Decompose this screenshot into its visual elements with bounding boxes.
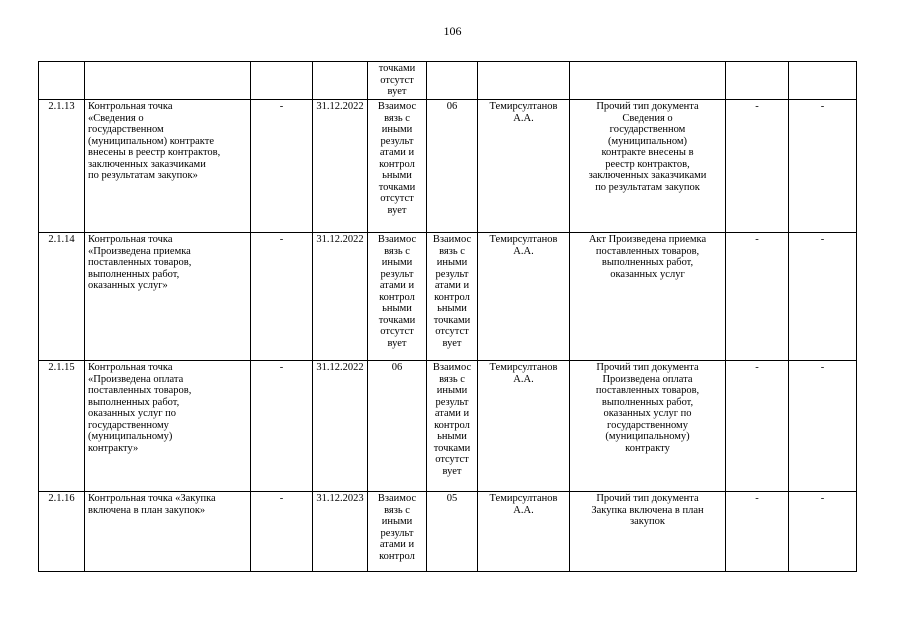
cell-date: 31.12.2023	[313, 492, 368, 572]
cell-predecessor: -	[251, 492, 313, 572]
cell-col10	[789, 62, 857, 100]
cell-number: 2.1.15	[39, 361, 85, 492]
cell-date: 31.12.2022	[313, 361, 368, 492]
cell-document-type: Прочий тип документа Сведения о государственном (муниципальном) контракте внесены в реестр контрактов, заключенных заказчиками по результатам закупок	[570, 100, 726, 233]
cell-link-a: Взаимос вязь с иными результ атами и контрол ьными точками отсутст вует	[368, 100, 427, 233]
cell-name	[85, 62, 251, 100]
cell-name: Контрольная точка «Закупка включена в план закупок»	[85, 492, 251, 572]
cell-predecessor: -	[251, 233, 313, 361]
cell-number: 2.1.16	[39, 492, 85, 572]
cell-responsible: Темирсултанов А.А.	[478, 233, 570, 361]
cell-predecessor	[251, 62, 313, 100]
cell-link-a: Взаимос вязь с иными результ атами и контрол	[368, 492, 427, 572]
cell-link-a: Взаимос вязь с иными результ атами и контрол ьными точками отсутст вует	[368, 233, 427, 361]
cell-number: 2.1.13	[39, 100, 85, 233]
cell-link-b: 05	[427, 492, 478, 572]
control-points-table	[38, 61, 857, 572]
cell-col10: -	[789, 100, 857, 233]
cell-col9: -	[726, 492, 789, 572]
cell-document-type: Прочий тип документа Произведена оплата поставленных товаров, выполненных работ, оказанных услуг по государственному (муниципальному) контракту	[570, 361, 726, 492]
table-row	[39, 100, 857, 233]
cell-link-b: Взаимос вязь с иными результ атами и контрол ьными точками отсутст вует	[427, 233, 478, 361]
cell-responsible: Темирсултанов А.А.	[478, 361, 570, 492]
cell-date	[313, 62, 368, 100]
cell-link-a: точками отсутст вует	[368, 62, 427, 100]
cell-col9	[726, 62, 789, 100]
cell-col9: -	[726, 361, 789, 492]
cell-col9: -	[726, 100, 789, 233]
cell-date: 31.12.2022	[313, 233, 368, 361]
cell-document-type: Акт Произведена приемка поставленных товаров, выполненных работ, оказанных услуг	[570, 233, 726, 361]
cell-col10: -	[789, 492, 857, 572]
table-row	[39, 233, 857, 361]
cell-predecessor: -	[251, 100, 313, 233]
table-row	[39, 361, 857, 492]
cell-responsible	[478, 62, 570, 100]
cell-number	[39, 62, 85, 100]
cell-name: Контрольная точка «Произведена оплата поставленных товаров, выполненных работ, оказанных услуг по государственному (муниципальному) контракту»	[85, 361, 251, 492]
page-number: 106	[443, 24, 462, 38]
cell-predecessor: -	[251, 361, 313, 492]
cell-col10: -	[789, 361, 857, 492]
cell-number: 2.1.14	[39, 233, 85, 361]
cell-col9: -	[726, 233, 789, 361]
cell-col10: -	[789, 233, 857, 361]
cell-link-b: Взаимос вязь с иными результ атами и контрол ьными точками отсутст вует	[427, 361, 478, 492]
cell-link-a: 06	[368, 361, 427, 492]
table-row	[39, 492, 857, 572]
cell-link-b: 06	[427, 100, 478, 233]
cell-name: Контрольная точка «Сведения о государственном (муниципальном) контракте внесены в реестр контрактов, заключенных заказчиками по результатам закупок»	[85, 100, 251, 233]
table-body	[39, 62, 857, 572]
cell-responsible: Темирсултанов А.А.	[478, 100, 570, 233]
cell-link-b	[427, 62, 478, 100]
cell-document-type: Прочий тип документа Закупка включена в план закупок	[570, 492, 726, 572]
table-row	[39, 62, 857, 100]
cell-document-type	[570, 62, 726, 100]
cell-name: Контрольная точка «Произведена приемка поставленных товаров, выполненных работ, оказанных услуг»	[85, 233, 251, 361]
cell-responsible: Темирсултанов А.А.	[478, 492, 570, 572]
cell-date: 31.12.2022	[313, 100, 368, 233]
